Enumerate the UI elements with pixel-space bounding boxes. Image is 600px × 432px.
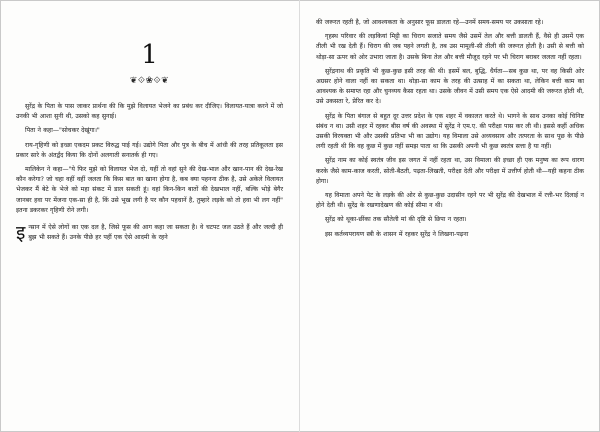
paragraph: गृहस्थ परिवार की लड़कियां मिट्टी का चिराग सजाते समय जैसे उसमें तेल और बत्ती डालती हैं, वैसे ही उसमें एक तीली भी रख देती हैं। चिराग की जब पहने लगती है, तब उस मामूली-सी तीली की जरूरत होती है। उसी से बत्ती को थोड़ा-सा ऊपर को ओर उभारा जाता है। उसके बिना तेल और बत्ती मौजूद रहने पर भी चिराग बराबर जलता नहीं रहता। bbox=[316, 33, 584, 61]
paragraph: यह विमाता अपने पेट के लड़के की ओर से कुछ-कुछ उदासीन रहने पर भी सुरेंद्र की देखभाल में रत्ती-भर दिलाई न होने देती थी। सुरेंद्र के रखणादेखण की कोई सीमा न थी। bbox=[316, 192, 584, 210]
paragraph: राय-गृहिणी को इच्छा एकदम प्रकट विरुद्ध पाई गई। उद्योगे पिता और पुत्र के बीच में आंधी की तरह प्रतिकूलता इस प्रकार सारे के अंतर्द्वंद किया कि दोनों अलगाती सनातर्क ही गए। bbox=[16, 141, 283, 159]
paragraph: इस कर्तव्यपरायण स्त्री के शासन में रहकर सुरेंद्र ने लिखना-पढ़ना bbox=[325, 230, 469, 238]
paragraph: सुरेंद्रनाथ की प्रकृति भी कुछ-कुछ इसी तरह की थी। इसमें बल, बुद्धि, धैर्यता—सब कुछ था, पर वह किसी ओर अग्रसर होने वाला नहीं का सकता था। थोड़ा-सा काम के तरह की उत्साह में का सकता था, लेकिन बत्ती काम का आवश्यक के समाप्त रहा और चुनव्यय कैसा रहता था। उसके जीवन में उसी समय एक ऐसे आदमी की जरूरत होती थी, उसे उकसता रे, प्रेरित कर दे। bbox=[316, 67, 584, 106]
right-column bbox=[300, 0, 600, 432]
chapter-number: 1 bbox=[141, 40, 158, 70]
paragraph: सुरेंद्र को थूका-छींका तक सौतेली मां की दृष्टि से छिपा न रहता। bbox=[325, 216, 467, 224]
paragraph: पिता ने कहा—"सोचकर देखूंगा।" bbox=[25, 127, 100, 135]
paragraph: सुरेंद्र नाम का कोई स्वतंत्र जीव इस जगत में नहीं रहता था, उस विमाला की इच्छा ही एक मनुष्य का रूप धारण करके जैसे काम-काज करती, सोती-बैठती, पढ़ता-लिखती, परीक्षा देती और परीक्षा में उत्तीर्ण होती थी—यही कहना ठीक होगा। bbox=[316, 157, 584, 185]
paragraph: सुरेंद्र के पिता के पास जाकर प्रार्थना की कि मुझे विलायत भेजने का प्रबंध कर दीजिए। विलायत-यात्रा करने में जो उनकी भी आशा सुनी थी, उसको कह सुनाई। bbox=[16, 103, 283, 121]
paragraph: न्सान में ऐसे लोगों का एक दल है, जिसे फूस की आग कहा जा सकता है। वे चटपट जल उठते हैं और जल्दी ही बुझ भी सकते हैं। उनके पीछे हर पहीं एक ऐसे आदमी के रहने bbox=[28, 224, 283, 242]
dropcap-letter: इ bbox=[16, 222, 26, 245]
paragraph: मालिकेन ने कहा—"ये फिर मुझे को विलायत भेज दो, यहीं तो वहां सुने की देख-भाल और खान-पान की देख-रेख कौन करेगा? जो चहा वहीं वहीं जलता कि किस बात का खाना होगा है, कब क्या पहनना ठीक है, उसे अकेले विलायत भेजकर मैं बेटे के भेजे को महा संकट में डाल सकती हूं। वहां किन-किन बातों की देखभाल नहीं, बल्कि भोड़े बेगैर जानबर हवा पर मेंजना एक-सा ही है, किं उसे भूख लगी है पर कौन पहचानें है, तुम्हारे लड़के को तो हवा भी लग नहीं" इतना डकरकर गृहिणी रोने लगी। bbox=[16, 166, 283, 214]
left-column bbox=[0, 0, 299, 432]
dropcap-paragraph bbox=[16, 223, 283, 245]
ornament-divider: ❦⟐❀⟐❦ bbox=[129, 76, 170, 86]
paragraph: सुरेंद्र के पिता बंगाल से बहुत दूर उत्तर प्रदेश के एक शहर में वकालत करते थे। भागने के साथ उनका कोई चिनिष्ट संबंध न था। उसी शहर में रहकर बीस वर्ष की अवस्था में सुरेंद्र ने एम.ए. की परीक्षा पास कर ली थी। इससे कहीं अधिक उसकी विरयक्ता भी और उसकी प्रतिभा भी का उद्योग। यह विमाला उसे अध्यवसाय और तत्परता के साथ पूछ के पीछे लगी रहती थी कि वह कुछ में कुछ नहीं समझ पाता था कि उसकी अपनी भी कुछ स्वतंत्र सत्ता है या नहीं। bbox=[316, 112, 584, 151]
paragraph: की जरूरत रहती है, जो आवश्यकता के अनुसार फूस डालता रहे—उनमें समय-समय पर उकसाता रहे। bbox=[316, 19, 544, 26]
